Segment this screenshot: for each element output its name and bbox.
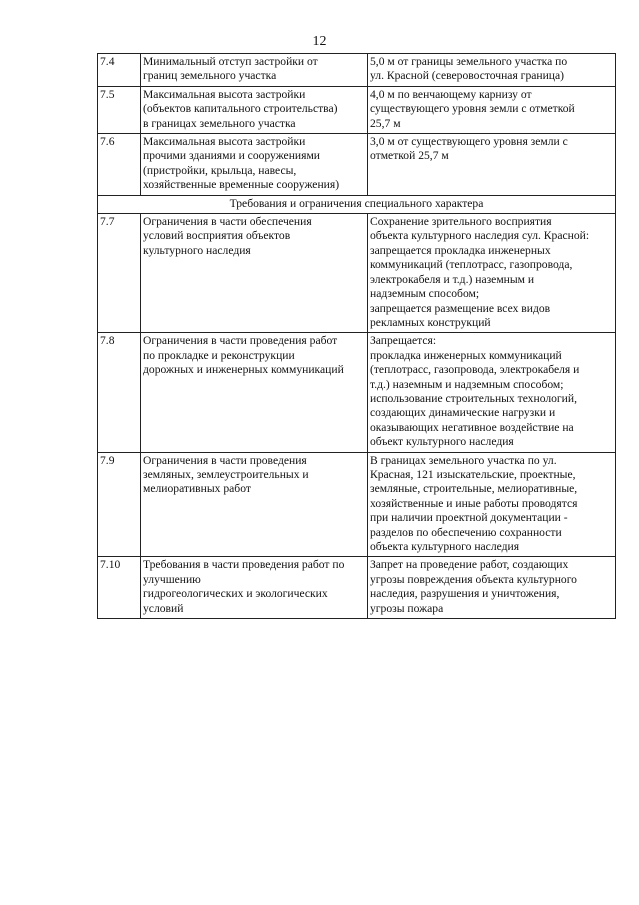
requirements-table — [97, 53, 616, 619]
value-cell — [368, 333, 616, 452]
parameter-cell — [141, 134, 368, 196]
row-number: 7.5 — [98, 86, 141, 133]
table-body-special — [98, 214, 616, 619]
table-row — [98, 452, 616, 557]
value-line: запрещается размещение всех видов — [370, 301, 551, 315]
value-line: запрещается прокладка инженерных — [370, 243, 551, 257]
table-row — [98, 134, 616, 196]
table-row — [98, 214, 616, 333]
parameter-line: (объектов капитального строительства) — [143, 102, 338, 116]
value-line: 3,0 м от существующего уровня земли с — [370, 135, 568, 149]
row-number: 7.7 — [98, 214, 141, 333]
row-number: 7.8 — [98, 333, 141, 452]
table-row — [98, 86, 616, 133]
value-line: объекта культурного наследия сул. Красной: — [370, 229, 590, 243]
table-body-general — [98, 54, 616, 196]
value-line: 4,0 м по венчающему карнизу от — [370, 87, 532, 101]
value-line: электрокабеля и т.д.) наземным и — [370, 272, 535, 286]
value-line: В границах земельного участка по ул. — [370, 453, 557, 467]
parameter-cell — [141, 333, 368, 452]
value-line: земляные, строительные, мелиоративные, — [370, 482, 578, 496]
parameter-cell — [141, 557, 368, 619]
parameter-line: Требования в части проведения работ по — [143, 558, 345, 572]
value-line: Сохранение зрительного восприятия — [370, 215, 552, 229]
section-title: Требования и ограничения специального характера — [98, 195, 616, 213]
parameter-line: Максимальная высота застройки — [143, 135, 306, 149]
value-line: существующего уровня земли с отметкой — [370, 102, 575, 116]
parameter-line: мелиоративных работ — [143, 482, 251, 496]
value-line: прокладка инженерных коммуникаций — [370, 348, 562, 362]
parameter-line: границ земельного участка — [143, 69, 277, 83]
value-line: коммуникаций (теплотрасс, газопровода, — [370, 258, 573, 272]
parameter-line: условий восприятия объектов — [143, 229, 291, 243]
value-line: Запрет на проведение работ, создающих — [370, 558, 569, 572]
value-line: хозяйственные и иные работы проводятся — [370, 496, 578, 510]
parameter-line: по прокладке и реконструкции — [143, 348, 295, 362]
value-line: 25,7 м — [370, 116, 401, 130]
parameter-line: условий — [143, 601, 184, 615]
parameter-line: в границах земельного участка — [143, 116, 296, 130]
parameter-cell — [141, 214, 368, 333]
value-line: рекламных конструкций — [370, 315, 491, 329]
value-line: разделов по обеспечению сохранности — [370, 525, 562, 539]
value-line: при наличии проектной документации - — [370, 511, 568, 525]
value-line: т.д.) наземным и надземным способом; — [370, 377, 564, 391]
value-line: объект культурного наследия — [370, 435, 514, 449]
value-line: оказывающих негативное воздействие на — [370, 420, 574, 434]
parameter-line: хозяйственные временные сооружения) — [143, 178, 340, 192]
value-line: наследия, разрушения и уничтожения, — [370, 587, 560, 601]
value-cell — [368, 557, 616, 619]
row-number: 7.6 — [98, 134, 141, 196]
value-cell — [368, 54, 616, 87]
parameter-line: Ограничения в части проведения работ — [143, 334, 338, 348]
page-number: 12 — [312, 34, 327, 49]
value-cell — [368, 86, 616, 133]
parameter-line: улучшению — [143, 572, 201, 586]
value-line: создающих динамические нагрузки и — [370, 406, 556, 420]
row-number: 7.4 — [98, 54, 141, 87]
table-row — [98, 557, 616, 619]
value-line: (теплотрасс, газопровода, электрокабеля и — [370, 363, 580, 377]
table-body-section-header — [98, 195, 616, 213]
value-line: ул. Красной (северовосточная граница) — [370, 69, 565, 83]
value-cell — [368, 214, 616, 333]
value-line: использование строительных технологий, — [370, 391, 577, 405]
parameter-cell — [141, 452, 368, 557]
table-row — [98, 333, 616, 452]
value-line: объекта культурного наследия — [370, 540, 520, 553]
value-line: угрозы повреждения объекта культурного — [370, 572, 577, 586]
table-row — [98, 54, 616, 87]
parameter-line: гидрогеологических и экологических — [143, 587, 328, 601]
row-number: 7.10 — [98, 557, 141, 619]
parameter-cell — [141, 86, 368, 133]
value-line: надземным способом; — [370, 287, 480, 301]
value-line: Запрещается: — [370, 334, 437, 348]
section-header-row — [98, 195, 616, 213]
value-line: угрозы пожара — [370, 601, 444, 615]
parameter-line: Максимальная высота застройки — [143, 87, 306, 101]
value-cell — [368, 452, 616, 557]
parameter-line: (пристройки, крыльца, навесы, — [143, 163, 297, 177]
value-line: отметкой 25,7 м — [370, 149, 449, 163]
parameter-line: культурного наследия — [143, 243, 251, 257]
parameter-cell — [141, 54, 368, 87]
row-number: 7.9 — [98, 452, 141, 557]
parameter-line: земляных, землеустроительных и — [143, 467, 309, 481]
parameter-line: Минимальный отступ застройки от — [143, 55, 318, 68]
value-cell — [368, 134, 616, 196]
parameter-line: Ограничения в части проведения — [143, 453, 307, 467]
parameter-line: Ограничения в части обеспечения — [143, 215, 312, 229]
parameter-line: дорожных и инженерных коммуникаций — [143, 363, 344, 377]
value-line: 5,0 м от границы земельного участка по — [370, 55, 568, 68]
value-line: Красная, 121 изыскательские, проектные, — [370, 467, 576, 481]
parameter-line: прочими зданиями и сооружениями — [143, 149, 320, 163]
